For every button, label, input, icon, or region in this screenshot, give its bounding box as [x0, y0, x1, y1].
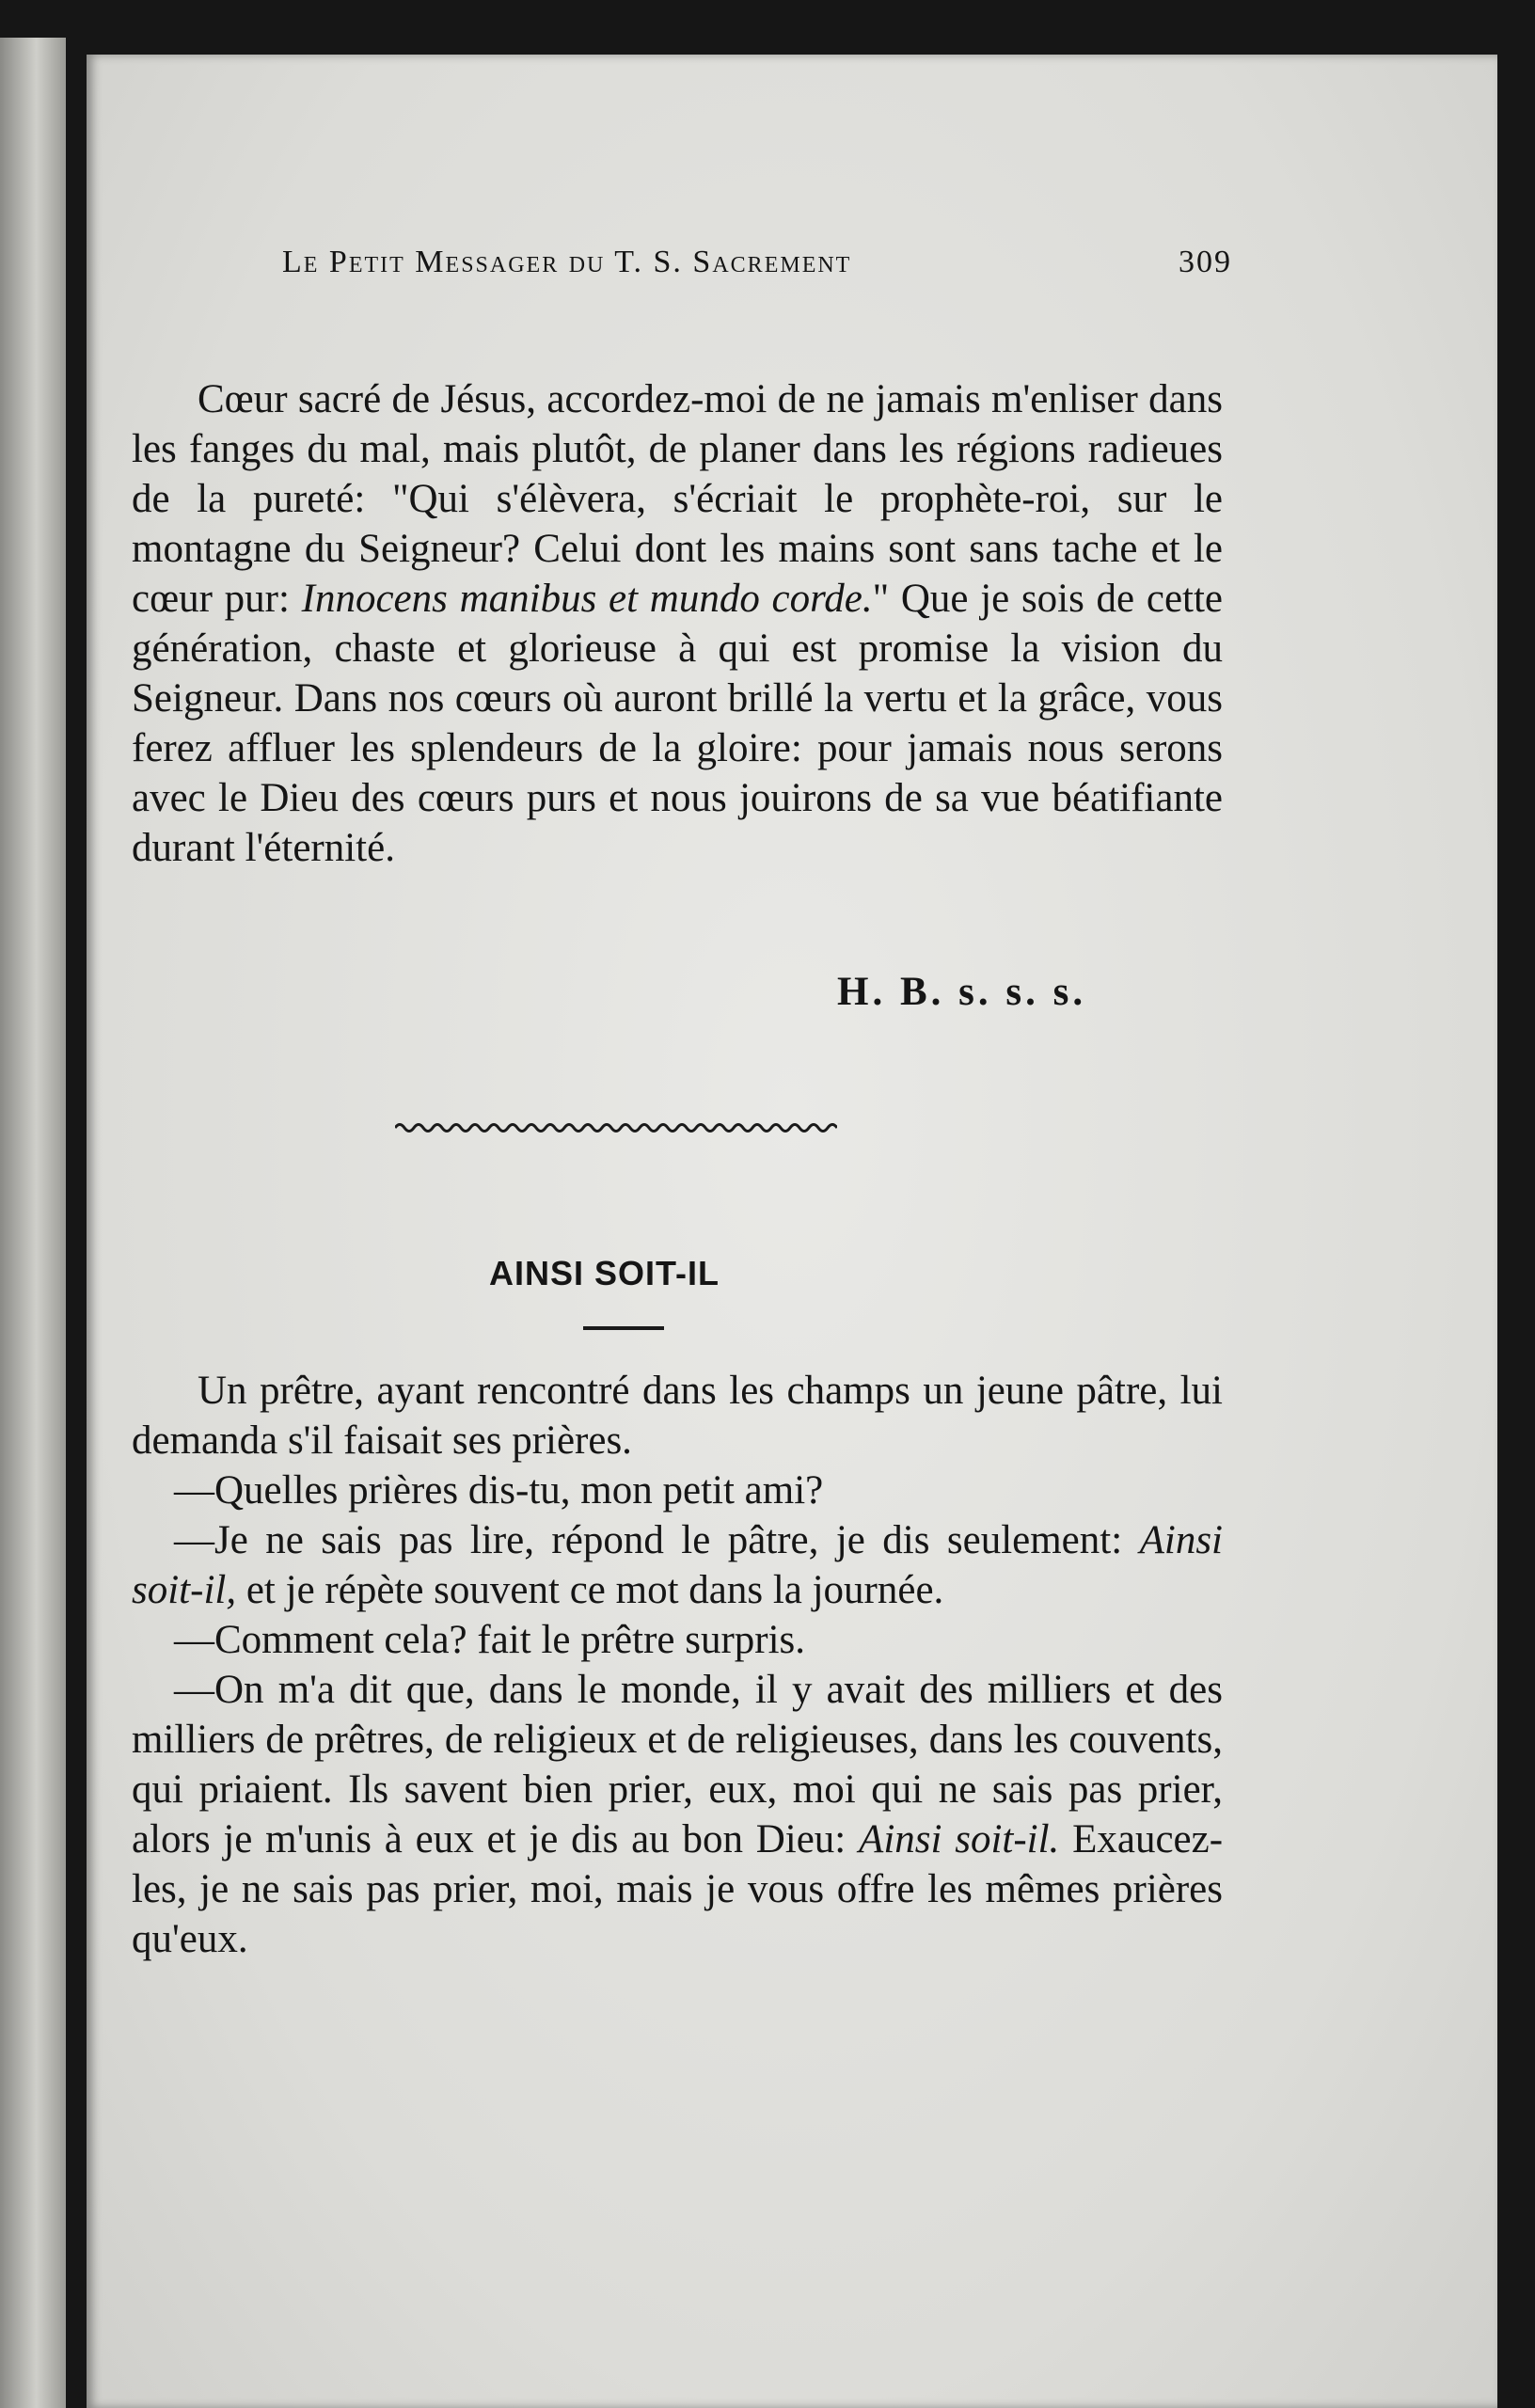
- story-paragraph-4: —Comment cela? fait le prêtre surpris.: [174, 1618, 806, 1662]
- story-p5-italic: Ainsi soit-il.: [859, 1817, 1060, 1861]
- section-title: AINSI SOIT-IL: [489, 1254, 720, 1292]
- story-p3-part1: —Je ne sais pas lire, répond le pâtre, je dis seulement:: [174, 1518, 1123, 1562]
- wavy-divider: [395, 1121, 837, 1134]
- story-paragraph-1: Un prêtre, ayant rencontré dans les champs un jeune pâtre, lui demanda s'il faisait ses prières.: [132, 1369, 1223, 1463]
- story-p5-part2: Exaucez-les, je ne sais pas prier, moi, mais je vous offre les mêmes prières qu'eux.: [132, 1817, 1224, 1961]
- story-p3-part2: et je répète souvent ce mot dans la journée.: [245, 1568, 944, 1612]
- story-p3-italic: Ainsi soit-il,: [132, 1518, 1224, 1612]
- signature: H. B. s. s. s.: [837, 970, 1087, 1014]
- story-text: [132, 1366, 1223, 1964]
- story-paragraph-5: [132, 1665, 1223, 1964]
- prayer-latin-quote: Innocens manibus et mundo corde.: [301, 577, 873, 621]
- running-head: [282, 245, 1232, 280]
- prayer-text-part2: " Que je sois de cette génération, chaste et glorieuse à qui est promise la vision du Seigneur. Dans nos cœurs où auront brillé la vertu et la grâce, vous ferez affluer les splendeurs de la gloire: pour jamais nous serons avec le Dieu des cœurs purs et nous jouirons de sa vue béatifiante durant l'éternité.: [132, 577, 1224, 870]
- page-number: 309: [1179, 245, 1232, 279]
- prayer-paragraph: [132, 374, 1223, 873]
- story-p5-part1: —On m'a dit que, dans le monde, il y avait des milliers et des milliers de prêtres, de religieux et de religieuses, dans les couvents, qui priaient. Ils savent bien prier, eux, moi qui ne sais pas prier, alors je m'unis à eux et je dis au bon Dieu:: [132, 1668, 1223, 1861]
- title-rule: [583, 1326, 664, 1330]
- prayer-text-part1: Cœur sacré de Jésus, accordez-moi de ne jamais m'enliser dans les fanges du mal, mais plutôt, de planer dans les régions radieues de la pureté: "Qui s'élèvera, s'écriait le prophète-roi, sur le montagne du Seigneur? Celui dont les mains sont sans tache et le cœur pur:: [132, 377, 1223, 621]
- adjacent-page-edge: [0, 38, 66, 2408]
- story-paragraph-3: [132, 1515, 1223, 1615]
- prayer-text: [132, 374, 1223, 873]
- running-head-title: Le Petit Messager du T. S. Sacrement: [282, 245, 852, 279]
- story-paragraph-2: —Quelles prières dis-tu, mon petit ami?: [174, 1468, 824, 1513]
